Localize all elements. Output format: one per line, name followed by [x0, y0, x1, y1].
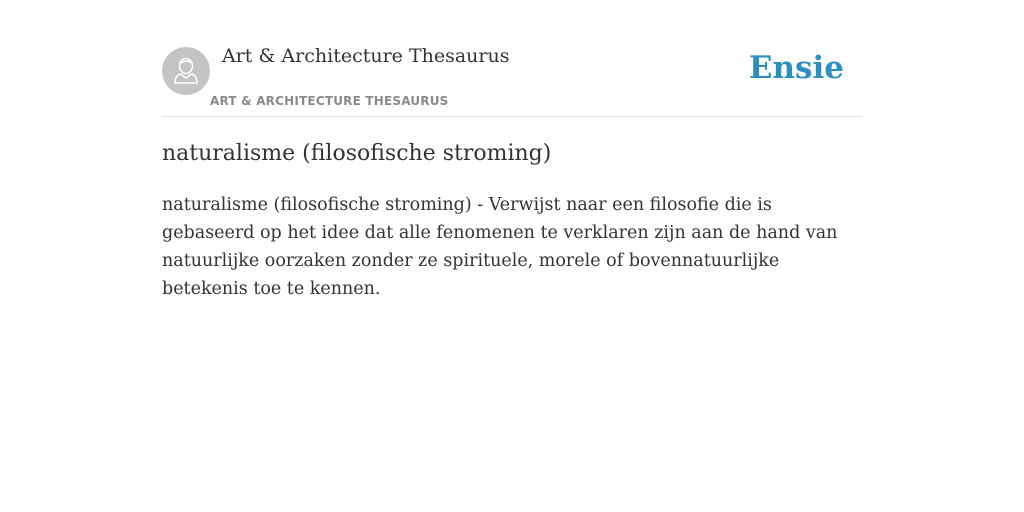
- source-label[interactable]: ART & ARCHITECTURE THESAURUS: [210, 94, 449, 108]
- article: [162, 138, 862, 303]
- author-name[interactable]: Art & Architecture Thesaurus: [222, 45, 510, 67]
- user-silhouette-icon: [162, 47, 210, 95]
- avatar[interactable]: [162, 47, 210, 95]
- page-title: naturalisme (filosofische stroming): [162, 141, 552, 166]
- article-body: naturalisme (filosofische stroming) - Verwijst naar een filosofie die is gebaseerd op het idee dat alle fenomenen te verklaren zijn aan de hand van natuurlijke oorzaken zonder ze spirituele, morele of bovennatuurlijke betekenis toe te kennen.: [162, 195, 838, 299]
- brand-logo[interactable]: Ensie: [748, 50, 844, 86]
- header: [162, 0, 862, 117]
